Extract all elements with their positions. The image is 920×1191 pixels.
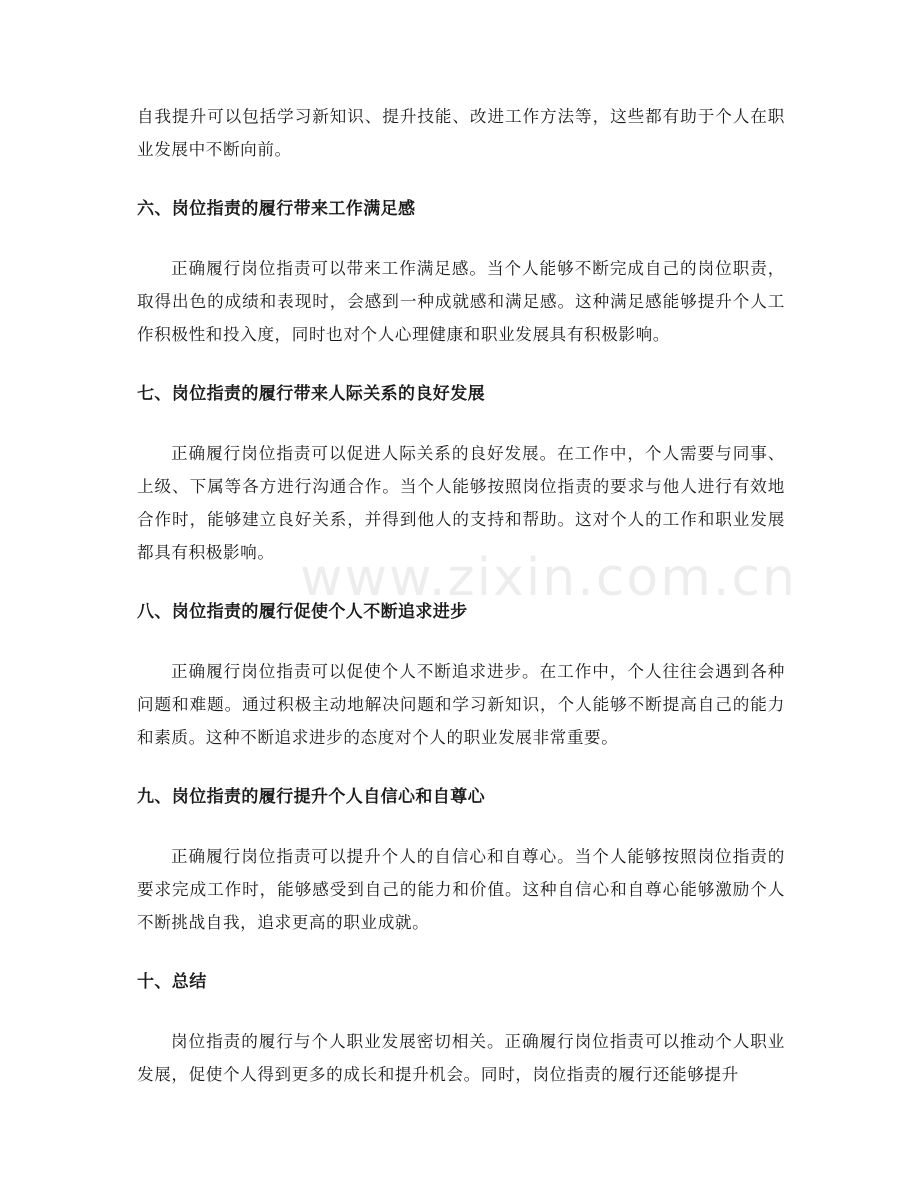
section-8-body: 正确履行岗位指责可以促使个人不断追求进步。在工作中，个人往往会遇到各种问题和难题。通过积极主动地解决问题和学习新知识，个人能够不断提高自己的能力和素质。这种不断追求进步的态度对个人的职业发展非常重要。: [137, 662, 785, 747]
section-8-heading: 八、岗位指责的履行促使个人不断追求进步: [137, 602, 468, 622]
watermark-text: www.zixin.com.cn: [300, 548, 797, 608]
intro-paragraph: 自我提升可以包括学习新知识、提升技能、改进工作方法等，这些都有助于个人在职业发展中不断向前。: [137, 107, 785, 159]
section-10-body: 岗位指责的履行与个人职业发展密切相关。正确履行岗位指责可以推动个人职业发展，促使个人得到更多的成长和提升机会。同时，岗位指责的履行还能够提升: [137, 1032, 785, 1084]
section-9-heading: 九、岗位指责的履行提升个人自信心和自尊心: [137, 787, 485, 807]
section-7-body: 正确履行岗位指责可以促进人际关系的良好发展。在工作中，个人需要与同事、上级、下属等各方进行沟通合作。当个人能够按照岗位指责的要求与他人进行有效地合作时，能够建立良好关系，并得到他人的支持和帮助。这对个人的工作和职业发展都具有积极影响。: [137, 444, 785, 562]
section-10-heading: 十、总结: [137, 972, 207, 992]
document-content: [137, 100, 785, 1118]
section-6-heading: 六、岗位指责的履行带来工作满足感: [137, 199, 416, 219]
section-9-body: 正确履行岗位指责可以提升个人的自信心和自尊心。当个人能够按照岗位指责的要求完成工作时，能够感受到自己的能力和价值。这种自信心和自尊心能够激励个人不断挑战自我，追求更高的职业成就。: [137, 847, 785, 932]
section-7-heading: 七、岗位指责的履行带来人际关系的良好发展: [137, 384, 485, 404]
section-6-body: 正确履行岗位指责可以带来工作满足感。当个人能够不断完成自己的岗位职责，取得出色的成绩和表现时，会感到一种成就感和满足感。这种满足感能够提升个人工作积极性和投入度，同时也对个人心理健康和职业发展具有积极影响。: [137, 259, 785, 344]
